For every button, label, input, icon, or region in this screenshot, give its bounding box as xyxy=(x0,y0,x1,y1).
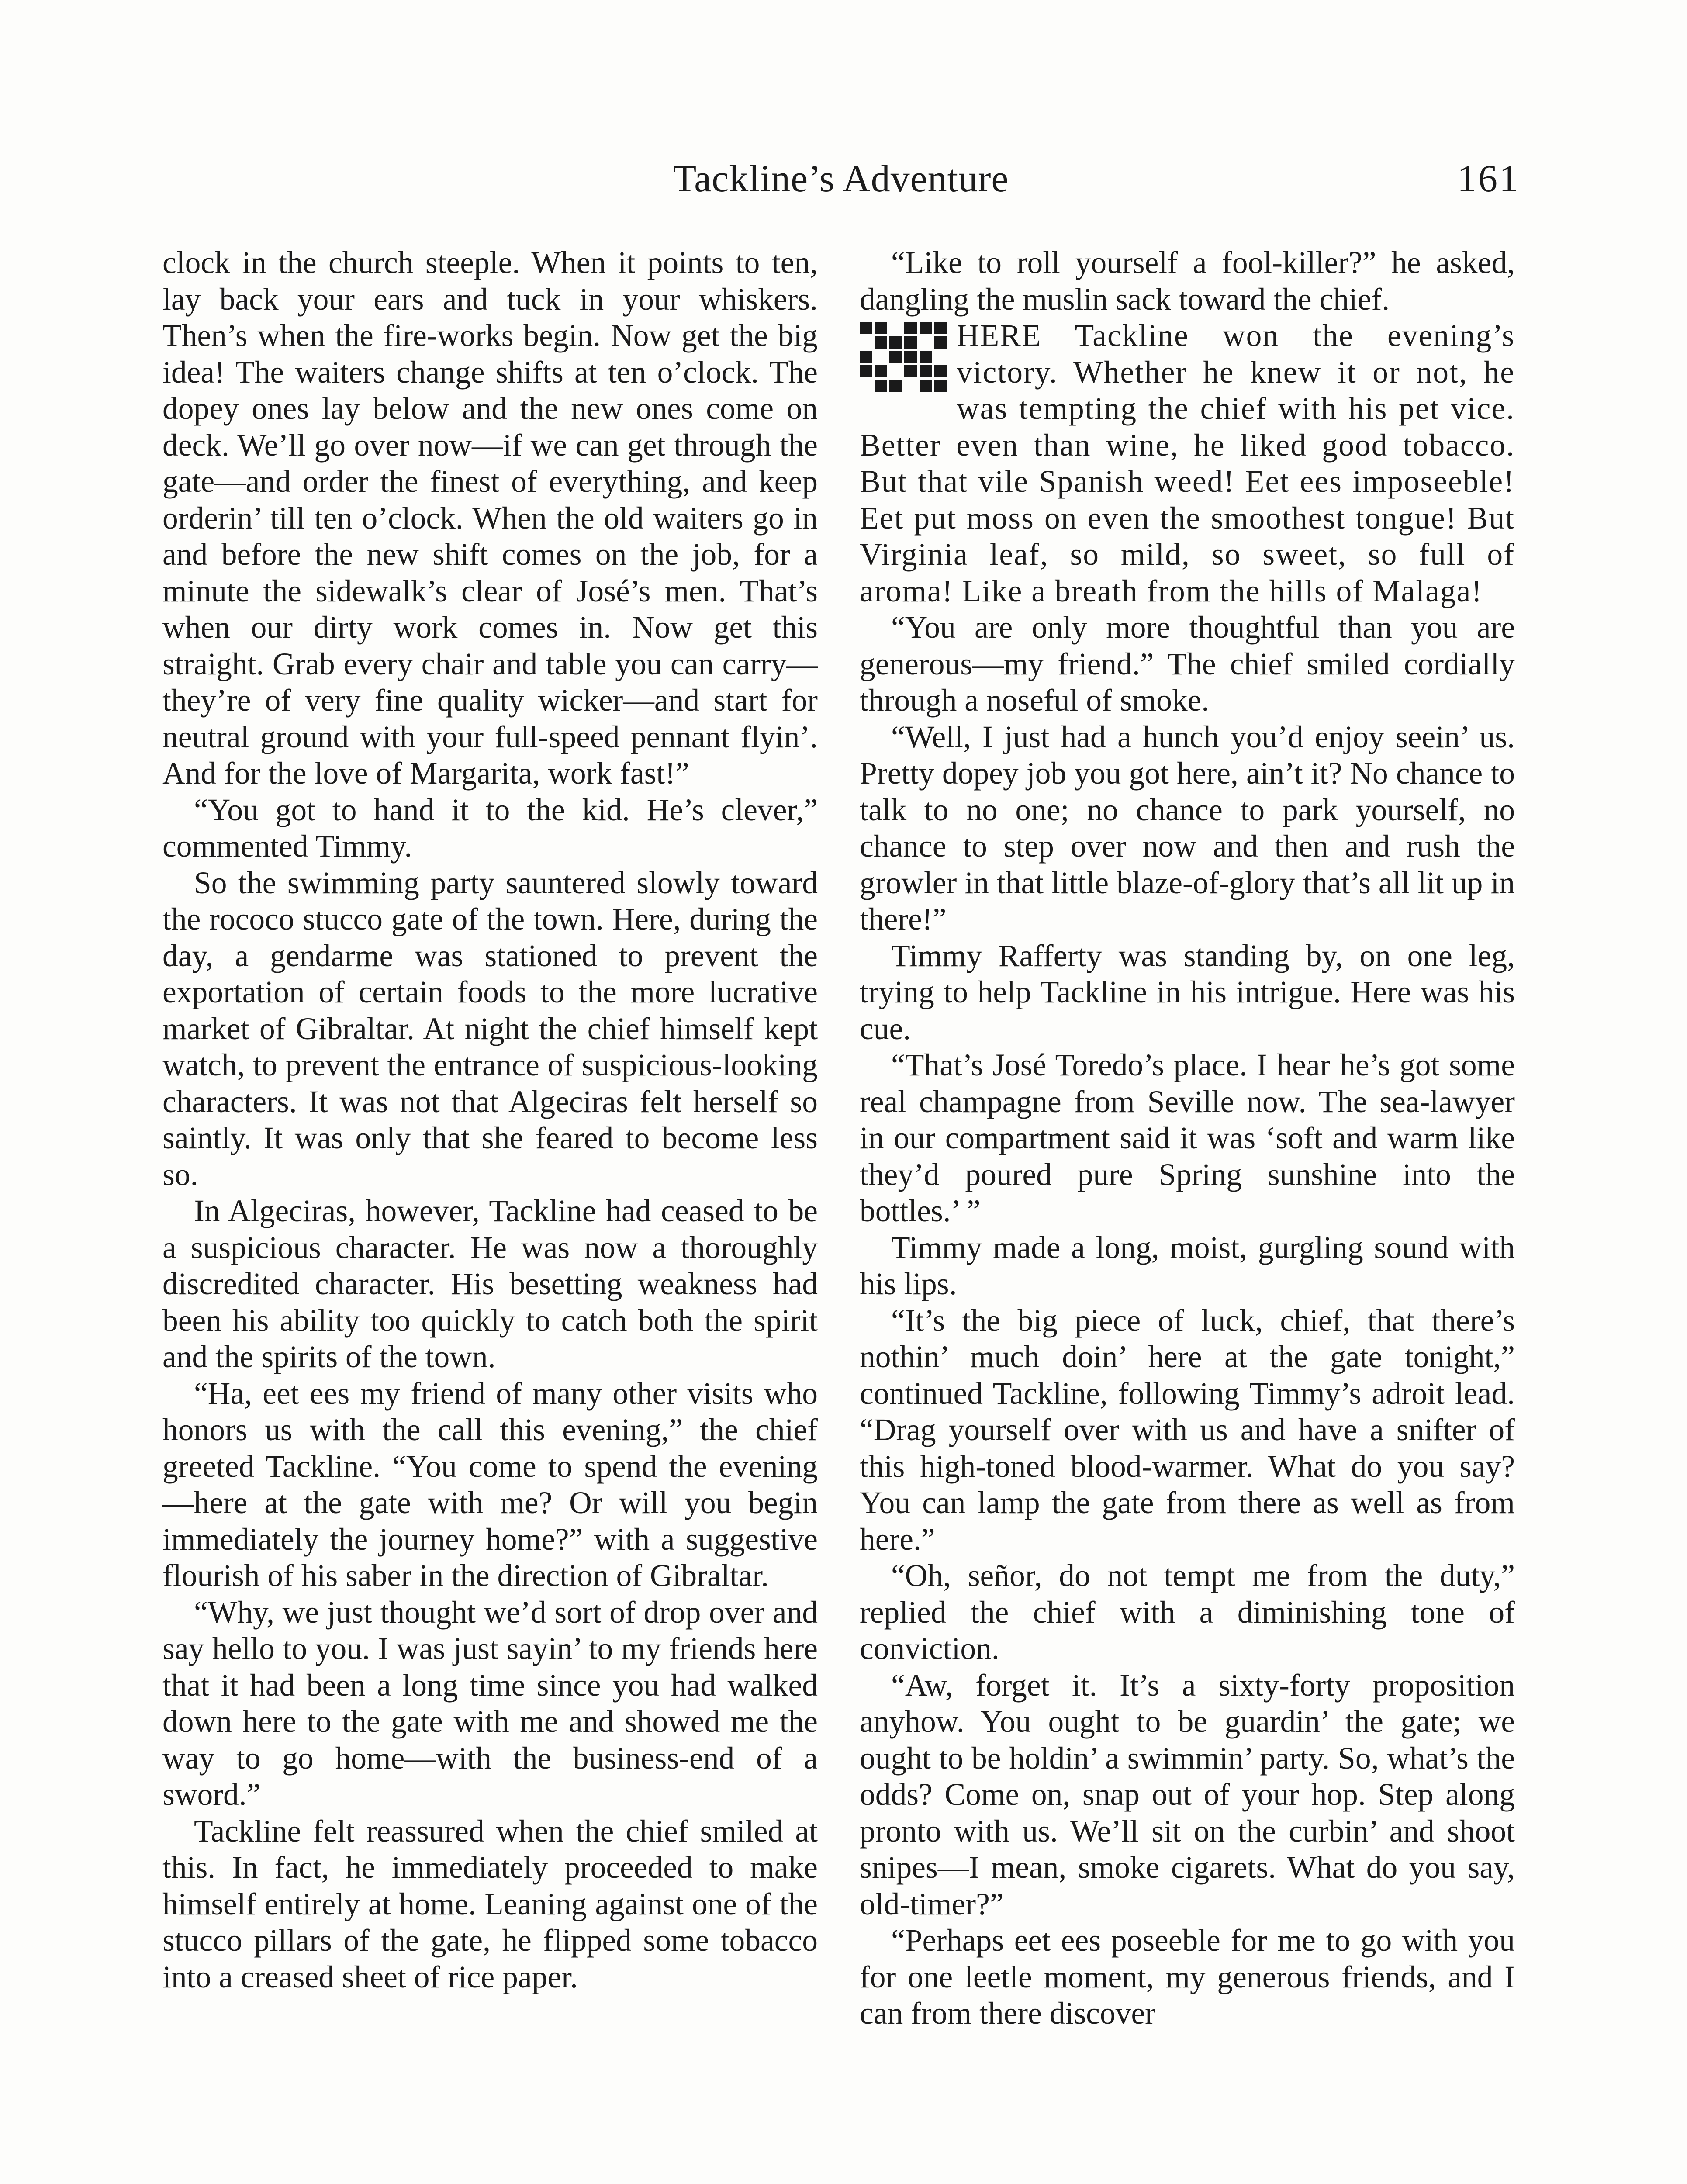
paragraph: “Like to roll yourself a fool-killer?” he asked, dangling the muslin sack toward the chief. xyxy=(860,245,1515,317)
paragraph: Tackline felt reassured when the chief smiled at this. In fact, he immediately proceeded to make himself entirely at home. Leaning against one of the stucco pillars of the gate, he flipped some tobacco into a creased sheet of rice paper. xyxy=(162,1814,818,1994)
dropcap-paragraph xyxy=(860,318,1515,609)
running-head xyxy=(162,153,1520,205)
paragraph: Timmy Rafferty was standing by, on one leg, trying to help Tackline in his intrigue. Here was his cue. xyxy=(860,938,1515,1046)
paragraph: “Well, I just had a hunch you’d enjoy seein’ us. Pretty dopey job you got here, ain’t it? No chance to talk to no one; no chance to park yourself, no chance to step over now and then and rush the growler in that little blaze-of-glory that’s all lit up in there!” xyxy=(860,719,1515,936)
paragraph: “Ha, eet ees my friend of many other visits who honors us with the call this evening,” the chief greeted Tackline. “You come to spend the evening—here at the gate with me? Or will you begin immediately the journey home?” with a suggestive flourish of his saber in the direction of Gibraltar. xyxy=(162,1376,818,1593)
paragraph: “That’s José Toredo’s place. I hear he’s got some real champagne from Seville now. The sea-lawyer in our compartment said it was ‘soft and warm like they’d poured pure Spring sunshine into the bottles.’ ” xyxy=(860,1048,1515,1228)
paragraph: “Oh, señor, do not tempt me from the duty,” replied the chief with a diminishing tone of conviction. xyxy=(860,1559,1515,1666)
paragraph: So the swimming party sauntered slowly toward the rococo stucco gate of the town. Here, during the day, a gendarme was stationed to prevent the exportation of certain foods to the more lucrative market of Gibraltar. At night the chief himself kept watch, to prevent the entrance of suspicious-looking characters. It was not that Algeciras felt herself so saintly. It was only that she feared to become less so. xyxy=(162,865,818,1192)
paragraph: “Aw, forget it. It’s a sixty-forty proposition anyhow. You ought to be guardin’ the gate; we ought to be holdin’ a swimmin’ party. So, what’s the odds? Come on, snap out of your hop. Step along pronto with us. We’ll sit on the curbin’ and shoot snipes—I mean, smoke cigarets. What do you say, old-timer?” xyxy=(860,1668,1515,1921)
page-number: 161 xyxy=(1457,158,1520,200)
left-column xyxy=(162,245,818,1995)
paragraph: clock in the church steeple. When it points to ten, lay back your ears and tuck in your whiskers. Then’s when the fire-works begin. Now get the big idea! The waiters change shifts at ten o’clock. The dopey ones lay below and the new ones come on deck. We’ll go over now—if we can get through the gate—and order the finest of everything, and keep orderin’ till ten o’clock. When the old waiters go in and before the new shift comes on the job, for a minute the sidewalk’s clear of José’s men. That’s when our dirty work comes in. Now get this straight. Grab every chair and table you can carry—they’re of very fine quality wicker—and start for neutral ground with your full-speed pennant flyin’. And for the love of Margarita, work fast!” xyxy=(162,245,818,791)
paragraph: “It’s the big piece of luck, chief, that there’s nothin’ much doin’ here at the gate tonight,” continued Tackline, following Timmy’s adroit lead. “Drag yourself over with us and have a snifter of this high-toned blood-warmer. What do you say? You can lamp the gate from there as well as from here.” xyxy=(860,1303,1515,1557)
paragraph: Timmy made a long, moist, gurgling sound with his lips. xyxy=(860,1230,1515,1301)
running-title: Tackline’s Adventure xyxy=(673,158,1009,200)
ornamental-initial-icon xyxy=(860,322,947,392)
paragraph: In Algeciras, however, Tackline had ceased to be a suspicious character. He was now a thoroughly discredited character. His besetting weakness had been his ability too quickly to catch both the spirit and the spirits of the town. xyxy=(162,1194,818,1374)
paragraph: “You got to hand it to the kid. He’s clever,” commented Timmy. xyxy=(162,792,818,864)
paragraph: “You are only more thoughtful than you are generous—my friend.” The chief smiled cordially through a noseful of smoke. xyxy=(860,610,1515,718)
paragraph: “Why, we just thought we’d sort of drop over and say hello to you. I was just sayin’ to my friends here that it had been a long time since you had walked down here to the gate with me and showed me the way to go home—with the business-end of a sword.” xyxy=(162,1595,818,1812)
right-column xyxy=(860,245,1515,2032)
paragraph: “Perhaps eet ees poseeble for me to go with you for one leetle moment, my generous friends, and I can from there discover xyxy=(860,1923,1515,2031)
dropcap-text: HERE Tackline won the evening’s victory. Whether he knew it or not, he was tempting the chief with his pet vice. Better even than wine, he liked good tobacco. But that vile Spanish weed! Eet ees imposeeble! Eet put moss on even the smoothest tongue! But Virginia leaf, so mild, so sweet, so full of aroma! Like a breath from the hills of Malaga! xyxy=(860,318,1515,608)
